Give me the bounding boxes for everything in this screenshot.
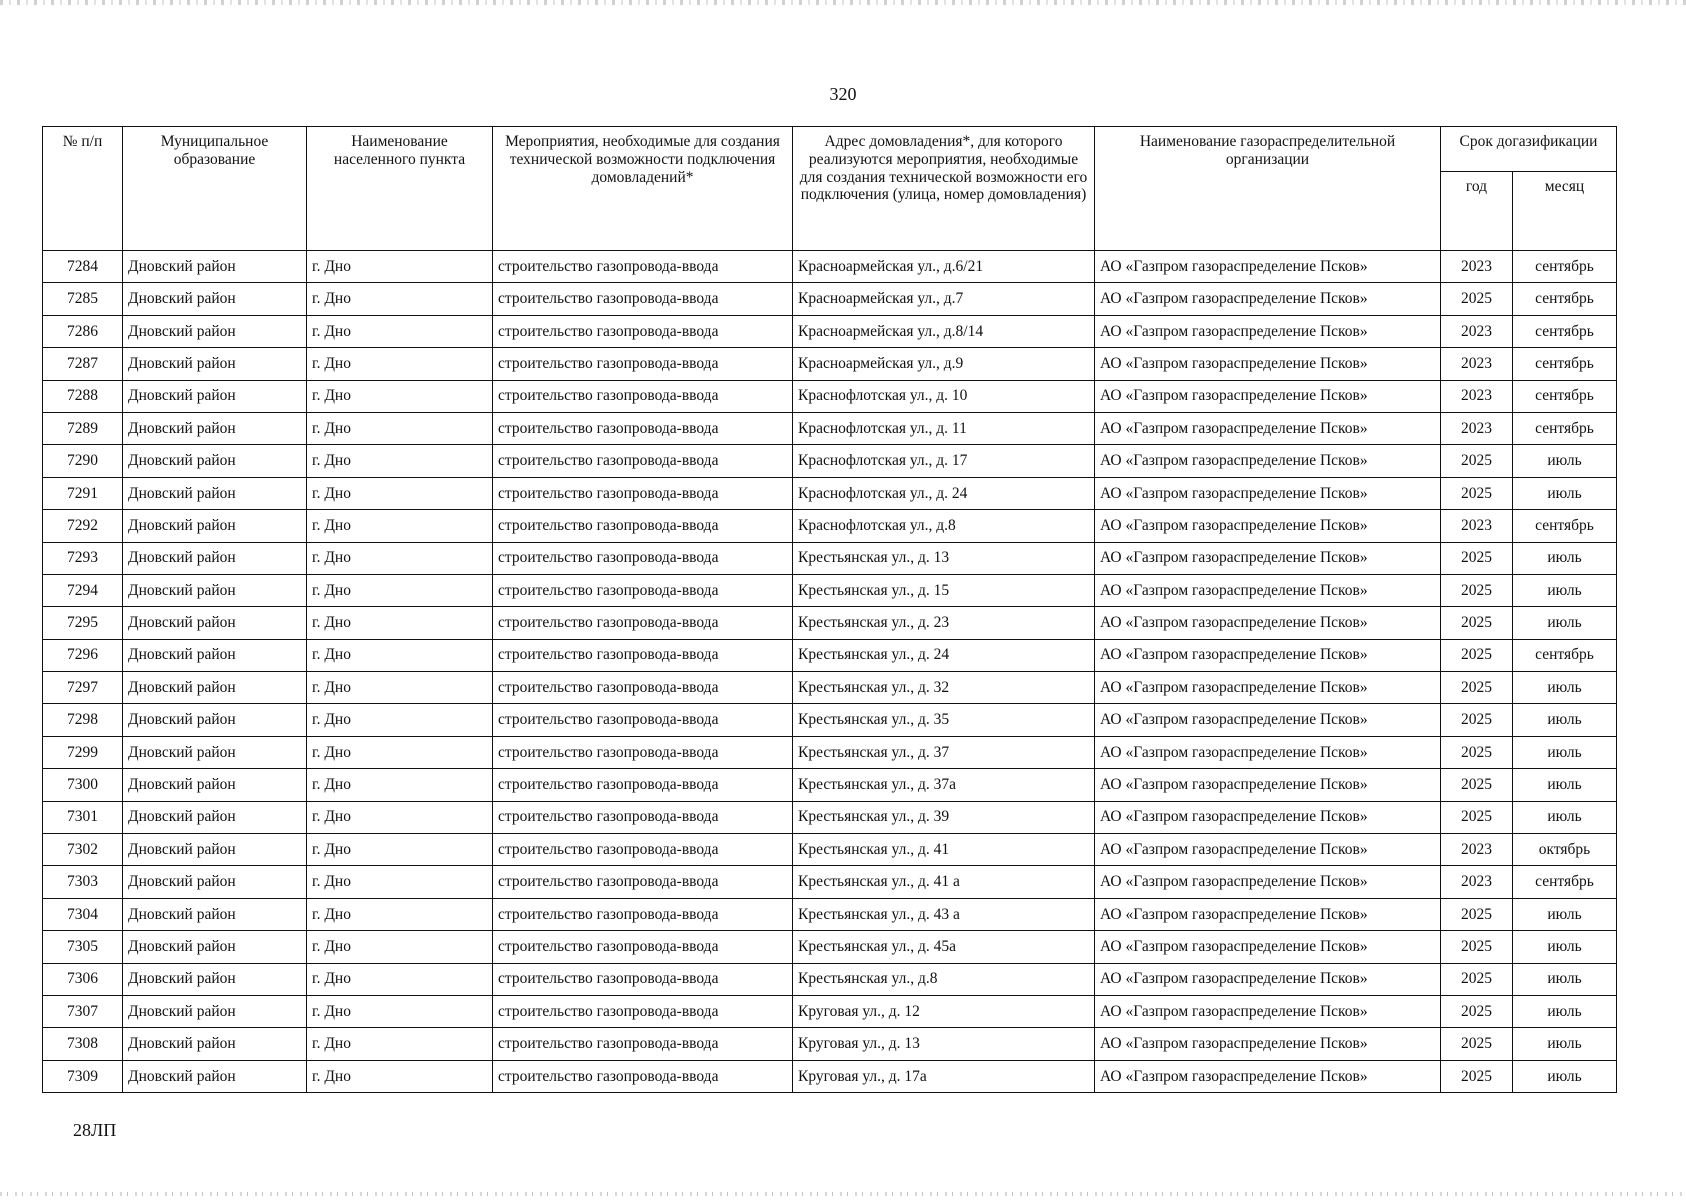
cell-settlement: г. Дно: [307, 801, 493, 833]
cell-settlement: г. Дно: [307, 412, 493, 444]
cell-month: июль: [1513, 672, 1617, 704]
cell-year: 2023: [1441, 834, 1513, 866]
cell-organization: АО «Газпром газораспределение Псков»: [1095, 251, 1441, 283]
cell-organization: АО «Газпром газораспределение Псков»: [1095, 607, 1441, 639]
cell-year: 2025: [1441, 445, 1513, 477]
cell-settlement: г. Дно: [307, 704, 493, 736]
cell-address: Краснофлотская ул., д. 24: [793, 477, 1095, 509]
table-row: [43, 801, 1617, 833]
cell-measure: строительство газопровода-ввода: [493, 477, 793, 509]
cell-year: 2025: [1441, 574, 1513, 606]
table-row: [43, 736, 1617, 768]
cell-month: июль: [1513, 995, 1617, 1027]
table-row: [43, 704, 1617, 736]
cell-measure: строительство газопровода-ввода: [493, 380, 793, 412]
table-row: [43, 574, 1617, 606]
cell-month: сентябрь: [1513, 315, 1617, 347]
cell-month: июль: [1513, 736, 1617, 768]
cell-year: 2023: [1441, 348, 1513, 380]
table-row: [43, 283, 1617, 315]
cell-measure: строительство газопровода-ввода: [493, 963, 793, 995]
cell-num: 7304: [43, 898, 123, 930]
cell-measure: строительство газопровода-ввода: [493, 607, 793, 639]
cell-num: 7306: [43, 963, 123, 995]
footer-code: 28ЛП: [73, 1120, 117, 1140]
cell-measure: строительство газопровода-ввода: [493, 1060, 793, 1092]
cell-organization: АО «Газпром газораспределение Псков»: [1095, 769, 1441, 801]
header-address: Адрес домовладения*, для которого реализуются мероприятия, необходимые для создания технической возможности его подключения (улица, номер домовладения): [793, 127, 1095, 251]
cell-num: 7295: [43, 607, 123, 639]
cell-year: 2025: [1441, 769, 1513, 801]
cell-month: сентябрь: [1513, 251, 1617, 283]
cell-measure: строительство газопровода-ввода: [493, 283, 793, 315]
cell-measure: строительство газопровода-ввода: [493, 445, 793, 477]
cell-month: июль: [1513, 769, 1617, 801]
cell-municipality: Дновский район: [123, 704, 307, 736]
cell-num: 7293: [43, 542, 123, 574]
cell-month: июль: [1513, 963, 1617, 995]
cell-month: июль: [1513, 931, 1617, 963]
header-deadline: Срок догазификации: [1441, 127, 1617, 172]
cell-num: 7286: [43, 315, 123, 347]
cell-measure: строительство газопровода-ввода: [493, 995, 793, 1027]
cell-measure: строительство газопровода-ввода: [493, 574, 793, 606]
page-number: 320: [829, 84, 857, 104]
cell-municipality: Дновский район: [123, 542, 307, 574]
table-row: [43, 315, 1617, 347]
cell-address: Красноармейская ул., д.8/14: [793, 315, 1095, 347]
cell-organization: АО «Газпром газораспределение Псков»: [1095, 704, 1441, 736]
cell-municipality: Дновский район: [123, 801, 307, 833]
cell-municipality: Дновский район: [123, 380, 307, 412]
table-row: [43, 251, 1617, 283]
cell-year: 2023: [1441, 412, 1513, 444]
cell-month: сентябрь: [1513, 380, 1617, 412]
cell-municipality: Дновский район: [123, 672, 307, 704]
cell-month: октябрь: [1513, 834, 1617, 866]
cell-settlement: г. Дно: [307, 639, 493, 671]
cell-municipality: Дновский район: [123, 510, 307, 542]
cell-settlement: г. Дно: [307, 542, 493, 574]
cell-address: Краснофлотская ул., д. 10: [793, 380, 1095, 412]
cell-month: сентябрь: [1513, 348, 1617, 380]
table-row: [43, 348, 1617, 380]
header-organization: Наименование газораспределительной организации: [1095, 127, 1441, 251]
cell-address: Круговая ул., д. 12: [793, 995, 1095, 1027]
cell-measure: строительство газопровода-ввода: [493, 704, 793, 736]
cell-year: 2025: [1441, 607, 1513, 639]
cell-organization: АО «Газпром газораспределение Псков»: [1095, 510, 1441, 542]
cell-organization: АО «Газпром газораспределение Псков»: [1095, 834, 1441, 866]
cell-month: сентябрь: [1513, 866, 1617, 898]
cell-settlement: г. Дно: [307, 898, 493, 930]
table-row: [43, 639, 1617, 671]
cell-measure: строительство газопровода-ввода: [493, 639, 793, 671]
header-num: № п/п: [43, 127, 123, 251]
cell-settlement: г. Дно: [307, 963, 493, 995]
cell-address: Крестьянская ул., д. 43 а: [793, 898, 1095, 930]
cell-num: 7290: [43, 445, 123, 477]
cell-year: 2023: [1441, 510, 1513, 542]
cell-settlement: г. Дно: [307, 574, 493, 606]
cell-organization: АО «Газпром газораспределение Псков»: [1095, 801, 1441, 833]
header-measures: Мероприятия, необходимые для создания технической возможности подключения домовладений*: [493, 127, 793, 251]
cell-year: 2023: [1441, 866, 1513, 898]
cell-municipality: Дновский район: [123, 866, 307, 898]
cell-settlement: г. Дно: [307, 995, 493, 1027]
table-row: [43, 834, 1617, 866]
cell-year: 2025: [1441, 542, 1513, 574]
cell-measure: строительство газопровода-ввода: [493, 801, 793, 833]
cell-num: 7289: [43, 412, 123, 444]
cell-measure: строительство газопровода-ввода: [493, 866, 793, 898]
table-row: [43, 866, 1617, 898]
cell-settlement: г. Дно: [307, 1028, 493, 1060]
cell-municipality: Дновский район: [123, 251, 307, 283]
cell-municipality: Дновский район: [123, 898, 307, 930]
table-row: [43, 672, 1617, 704]
cell-year: 2023: [1441, 315, 1513, 347]
table-row: [43, 380, 1617, 412]
cell-organization: АО «Газпром газораспределение Псков»: [1095, 963, 1441, 995]
cell-organization: АО «Газпром газораспределение Псков»: [1095, 412, 1441, 444]
cell-year: 2025: [1441, 704, 1513, 736]
cell-organization: АО «Газпром газораспределение Псков»: [1095, 283, 1441, 315]
cell-address: Крестьянская ул., д. 24: [793, 639, 1095, 671]
cell-municipality: Дновский район: [123, 607, 307, 639]
cell-address: Крестьянская ул., д. 39: [793, 801, 1095, 833]
cell-measure: строительство газопровода-ввода: [493, 510, 793, 542]
cell-municipality: Дновский район: [123, 477, 307, 509]
cell-measure: строительство газопровода-ввода: [493, 412, 793, 444]
cell-num: 7297: [43, 672, 123, 704]
cell-num: 7301: [43, 801, 123, 833]
cell-organization: АО «Газпром газораспределение Псков»: [1095, 931, 1441, 963]
cell-num: 7303: [43, 866, 123, 898]
cell-address: Крестьянская ул., д. 45а: [793, 931, 1095, 963]
cell-municipality: Дновский район: [123, 995, 307, 1027]
table-row: [43, 477, 1617, 509]
cell-organization: АО «Газпром газораспределение Псков»: [1095, 736, 1441, 768]
cell-municipality: Дновский район: [123, 1060, 307, 1092]
cell-address: Крестьянская ул., д. 23: [793, 607, 1095, 639]
cell-settlement: г. Дно: [307, 315, 493, 347]
cell-year: 2025: [1441, 1028, 1513, 1060]
cell-address: Крестьянская ул., д. 35: [793, 704, 1095, 736]
cell-month: июль: [1513, 704, 1617, 736]
scan-edge-top: [0, 0, 1686, 5]
table-row: [43, 1028, 1617, 1060]
cell-municipality: Дновский район: [123, 445, 307, 477]
cell-year: 2023: [1441, 251, 1513, 283]
cell-municipality: Дновский район: [123, 574, 307, 606]
cell-measure: строительство газопровода-ввода: [493, 542, 793, 574]
cell-organization: АО «Газпром газораспределение Псков»: [1095, 672, 1441, 704]
cell-month: июль: [1513, 574, 1617, 606]
cell-measure: строительство газопровода-ввода: [493, 931, 793, 963]
cell-organization: АО «Газпром газораспределение Псков»: [1095, 477, 1441, 509]
cell-num: 7292: [43, 510, 123, 542]
cell-settlement: г. Дно: [307, 736, 493, 768]
cell-month: сентябрь: [1513, 283, 1617, 315]
cell-settlement: г. Дно: [307, 380, 493, 412]
cell-num: 7305: [43, 931, 123, 963]
cell-municipality: Дновский район: [123, 1028, 307, 1060]
cell-address: Крестьянская ул., д. 41: [793, 834, 1095, 866]
cell-address: Крестьянская ул., д. 41 а: [793, 866, 1095, 898]
cell-num: 7284: [43, 251, 123, 283]
cell-month: сентябрь: [1513, 412, 1617, 444]
cell-municipality: Дновский район: [123, 769, 307, 801]
cell-address: Крестьянская ул., д. 37а: [793, 769, 1095, 801]
cell-organization: АО «Газпром газораспределение Псков»: [1095, 445, 1441, 477]
cell-settlement: г. Дно: [307, 445, 493, 477]
table-row: [43, 607, 1617, 639]
table-row: [43, 995, 1617, 1027]
cell-year: 2025: [1441, 639, 1513, 671]
cell-municipality: Дновский район: [123, 736, 307, 768]
cell-organization: АО «Газпром газораспределение Псков»: [1095, 574, 1441, 606]
cell-year: 2025: [1441, 995, 1513, 1027]
cell-municipality: Дновский район: [123, 834, 307, 866]
cell-measure: строительство газопровода-ввода: [493, 769, 793, 801]
cell-year: 2025: [1441, 931, 1513, 963]
cell-settlement: г. Дно: [307, 251, 493, 283]
cell-measure: строительство газопровода-ввода: [493, 315, 793, 347]
cell-settlement: г. Дно: [307, 607, 493, 639]
cell-num: 7298: [43, 704, 123, 736]
cell-address: Красноармейская ул., д.7: [793, 283, 1095, 315]
cell-organization: АО «Газпром газораспределение Псков»: [1095, 1060, 1441, 1092]
cell-measure: строительство газопровода-ввода: [493, 348, 793, 380]
cell-organization: АО «Газпром газораспределение Псков»: [1095, 542, 1441, 574]
table-row: [43, 769, 1617, 801]
cell-municipality: Дновский район: [123, 283, 307, 315]
cell-month: июль: [1513, 801, 1617, 833]
cell-settlement: г. Дно: [307, 1060, 493, 1092]
cell-month: июль: [1513, 445, 1617, 477]
table-body: [43, 251, 1617, 1093]
cell-year: 2025: [1441, 736, 1513, 768]
table-row: [43, 898, 1617, 930]
table-row: [43, 931, 1617, 963]
cell-num: 7294: [43, 574, 123, 606]
cell-address: Круговая ул., д. 17а: [793, 1060, 1095, 1092]
cell-address: Круговая ул., д. 13: [793, 1028, 1095, 1060]
cell-num: 7300: [43, 769, 123, 801]
cell-organization: АО «Газпром газораспределение Псков»: [1095, 380, 1441, 412]
cell-municipality: Дновский район: [123, 639, 307, 671]
cell-measure: строительство газопровода-ввода: [493, 251, 793, 283]
cell-num: 7285: [43, 283, 123, 315]
cell-address: Крестьянская ул., д.8: [793, 963, 1095, 995]
header-month: месяц: [1513, 172, 1617, 251]
cell-measure: строительство газопровода-ввода: [493, 1028, 793, 1060]
cell-address: Краснофлотская ул., д.8: [793, 510, 1095, 542]
table-row: [43, 1060, 1617, 1092]
table-row: [43, 412, 1617, 444]
cell-year: 2025: [1441, 898, 1513, 930]
cell-year: 2025: [1441, 477, 1513, 509]
header-municipality: Муниципальное образование: [123, 127, 307, 251]
table-row: [43, 963, 1617, 995]
cell-municipality: Дновский район: [123, 315, 307, 347]
cell-settlement: г. Дно: [307, 769, 493, 801]
cell-address: Крестьянская ул., д. 37: [793, 736, 1095, 768]
cell-month: сентябрь: [1513, 639, 1617, 671]
cell-year: 2025: [1441, 672, 1513, 704]
cell-address: Крестьянская ул., д. 15: [793, 574, 1095, 606]
cell-num: 7287: [43, 348, 123, 380]
cell-settlement: г. Дно: [307, 477, 493, 509]
cell-address: Краснофлотская ул., д. 17: [793, 445, 1095, 477]
cell-month: июль: [1513, 1060, 1617, 1092]
cell-measure: строительство газопровода-ввода: [493, 834, 793, 866]
cell-measure: строительство газопровода-ввода: [493, 898, 793, 930]
cell-year: 2025: [1441, 963, 1513, 995]
cell-organization: АО «Газпром газораспределение Псков»: [1095, 898, 1441, 930]
cell-municipality: Дновский район: [123, 931, 307, 963]
cell-address: Красноармейская ул., д.6/21: [793, 251, 1095, 283]
cell-settlement: г. Дно: [307, 866, 493, 898]
cell-month: июль: [1513, 607, 1617, 639]
cell-year: 2025: [1441, 283, 1513, 315]
cell-measure: строительство газопровода-ввода: [493, 672, 793, 704]
cell-num: 7299: [43, 736, 123, 768]
cell-month: июль: [1513, 1028, 1617, 1060]
table-row: [43, 510, 1617, 542]
cell-organization: АО «Газпром газораспределение Псков»: [1095, 995, 1441, 1027]
cell-municipality: Дновский район: [123, 412, 307, 444]
cell-num: 7288: [43, 380, 123, 412]
cell-settlement: г. Дно: [307, 510, 493, 542]
cell-settlement: г. Дно: [307, 283, 493, 315]
header-year: год: [1441, 172, 1513, 251]
cell-organization: АО «Газпром газораспределение Псков»: [1095, 315, 1441, 347]
cell-organization: АО «Газпром газораспределение Псков»: [1095, 1028, 1441, 1060]
cell-measure: строительство газопровода-ввода: [493, 736, 793, 768]
cell-organization: АО «Газпром газораспределение Псков»: [1095, 639, 1441, 671]
cell-organization: АО «Газпром газораспределение Псков»: [1095, 348, 1441, 380]
cell-municipality: Дновский район: [123, 963, 307, 995]
cell-settlement: г. Дно: [307, 931, 493, 963]
cell-num: 7308: [43, 1028, 123, 1060]
cell-num: 7309: [43, 1060, 123, 1092]
cell-num: 7291: [43, 477, 123, 509]
cell-address: Крестьянская ул., д. 13: [793, 542, 1095, 574]
table-row: [43, 445, 1617, 477]
cell-settlement: г. Дно: [307, 672, 493, 704]
cell-settlement: г. Дно: [307, 834, 493, 866]
cell-num: 7302: [43, 834, 123, 866]
cell-organization: АО «Газпром газораспределение Псков»: [1095, 866, 1441, 898]
cell-month: июль: [1513, 542, 1617, 574]
cell-month: июль: [1513, 898, 1617, 930]
table-row: [43, 542, 1617, 574]
cell-year: 2025: [1441, 801, 1513, 833]
header-settlement: Наименование населенного пункта: [307, 127, 493, 251]
cell-address: Красноармейская ул., д.9: [793, 348, 1095, 380]
cell-settlement: г. Дно: [307, 348, 493, 380]
cell-month: июль: [1513, 477, 1617, 509]
cell-year: 2023: [1441, 380, 1513, 412]
cell-num: 7296: [43, 639, 123, 671]
cell-year: 2025: [1441, 1060, 1513, 1092]
cell-address: Крестьянская ул., д. 32: [793, 672, 1095, 704]
cell-address: Краснофлотская ул., д. 11: [793, 412, 1095, 444]
cell-month: сентябрь: [1513, 510, 1617, 542]
scan-edge-bottom: [0, 1192, 1686, 1196]
cell-num: 7307: [43, 995, 123, 1027]
gasification-table: [42, 126, 1617, 1093]
cell-municipality: Дновский район: [123, 348, 307, 380]
